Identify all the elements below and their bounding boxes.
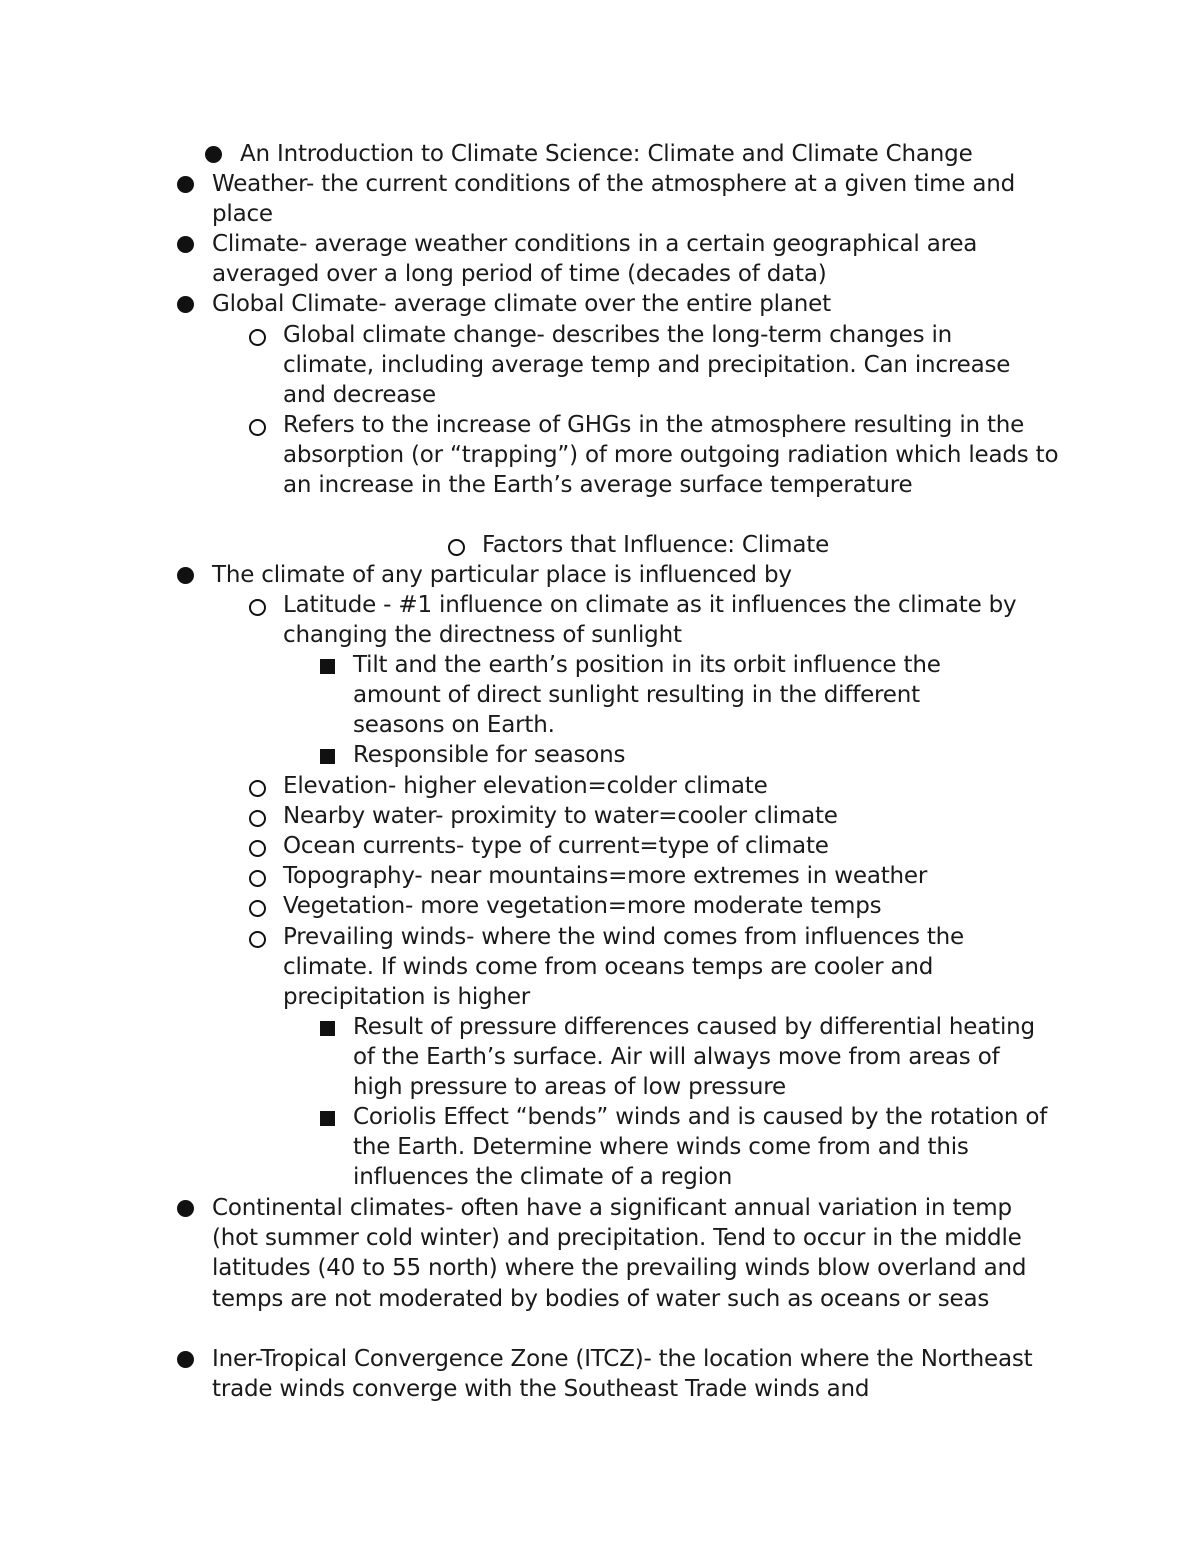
square-bullet-icon	[320, 659, 335, 674]
disc-bullet-icon	[177, 1200, 194, 1217]
disc-bullet-icon	[177, 236, 194, 253]
disc-bullet-icon	[177, 176, 194, 193]
disc-bullet-icon	[177, 296, 194, 313]
list-item	[212, 229, 1052, 289]
list-item-text: Climate- average weather conditions in a certain geographical area averaged over a long period of time (decades of data)	[212, 231, 978, 288]
list-item-text: Latitude - #1 influence on climate as it influences the climate by changing the directness of sunlight	[283, 592, 1017, 649]
list-item	[283, 801, 1073, 831]
list-item	[212, 560, 1052, 590]
list-item	[283, 861, 1073, 891]
list-item	[283, 320, 1028, 411]
square-bullet-icon	[320, 1111, 335, 1126]
list-item	[212, 169, 1042, 229]
circle-bullet-icon	[249, 810, 266, 827]
circle-bullet-icon	[249, 900, 266, 917]
circle-bullet-icon	[249, 599, 266, 616]
disc-bullet-icon	[205, 146, 222, 163]
list-item-text: An Introduction to Climate Science: Climate and Climate Change	[240, 141, 973, 167]
list-item-text: Elevation- higher elevation=colder climate	[283, 773, 768, 799]
list-item	[283, 922, 1023, 1013]
list-item-text: Ocean currents- type of current=type of climate	[283, 833, 829, 859]
list-item	[283, 891, 1073, 921]
list-item-text: Refers to the increase of GHGs in the atmosphere resulting in the absorption (or “trapping”) of more outgoing radiation which leads to an increase in the Earth’s average surface temperature	[283, 412, 1059, 499]
list-item-text: Prevailing winds- where the wind comes from influences the climate. If winds come from oceans temps are cooler and precipitation is higher	[283, 924, 964, 1011]
list-item-subheading	[482, 530, 982, 560]
square-bullet-icon	[320, 1021, 335, 1036]
list-item	[353, 1102, 1063, 1193]
circle-bullet-icon	[249, 329, 266, 346]
list-item-text: Nearby water- proximity to water=cooler climate	[283, 803, 838, 829]
list-item-text: Iner-Tropical Convergence Zone (ITCZ)- the location where the Northeast trade winds converge with the Southeast Trade winds and	[212, 1346, 1033, 1403]
list-item	[353, 650, 1008, 741]
list-item	[283, 590, 1043, 650]
list-item	[283, 771, 1073, 801]
circle-bullet-icon	[249, 931, 266, 948]
list-item	[283, 831, 1073, 861]
list-item-text: Tilt and the earth’s position in its orbit influence the amount of direct sunlight resulting in the different seasons on Earth.	[353, 652, 941, 739]
list-item	[353, 740, 1008, 770]
circle-bullet-icon	[448, 539, 465, 556]
list-item	[283, 410, 1073, 501]
square-bullet-icon	[320, 749, 335, 764]
list-item-text: Vegetation- more vegetation=more moderate temps	[283, 893, 882, 919]
list-item-title	[240, 139, 1070, 169]
list-item-text: Responsible for seasons	[353, 742, 626, 768]
list-item-text: Global climate change- describes the long-term changes in climate, including average temp and precipitation. Can increase and decrease	[283, 322, 1011, 409]
list-item-text: Coriolis Effect “bends” winds and is caused by the rotation of the Earth. Determine where winds come from and this influences the climate of a region	[353, 1104, 1048, 1191]
circle-bullet-icon	[249, 840, 266, 857]
list-item	[212, 289, 1052, 319]
disc-bullet-icon	[177, 1351, 194, 1368]
list-item-text: Continental climates- often have a significant annual variation in temp (hot summer cold winter) and precipitation. Tend to occur in the middle latitudes (40 to 55 north) where the prevailing winds blow overland and temps are not moderated by bodies of water such as oceans or seas	[212, 1195, 1027, 1312]
list-item	[212, 1344, 1062, 1404]
list-item-text: The climate of any particular place is influenced by	[212, 562, 792, 588]
disc-bullet-icon	[177, 567, 194, 584]
list-item-text: Factors that Influence: Climate	[482, 532, 830, 558]
list-item-text: Result of pressure differences caused by differential heating of the Earth’s surface. Air will always move from areas of high pressure to areas of low pressure	[353, 1014, 1035, 1101]
list-item-text: Global Climate- average climate over the entire planet	[212, 291, 831, 317]
circle-bullet-icon	[249, 870, 266, 887]
circle-bullet-icon	[249, 780, 266, 797]
list-item-text: Topography- near mountains=more extremes in weather	[283, 863, 928, 889]
list-item-text: Weather- the current conditions of the atmosphere at a given time and place	[212, 171, 1016, 228]
circle-bullet-icon	[249, 419, 266, 436]
list-item	[212, 1193, 1057, 1314]
list-item	[353, 1012, 1053, 1103]
